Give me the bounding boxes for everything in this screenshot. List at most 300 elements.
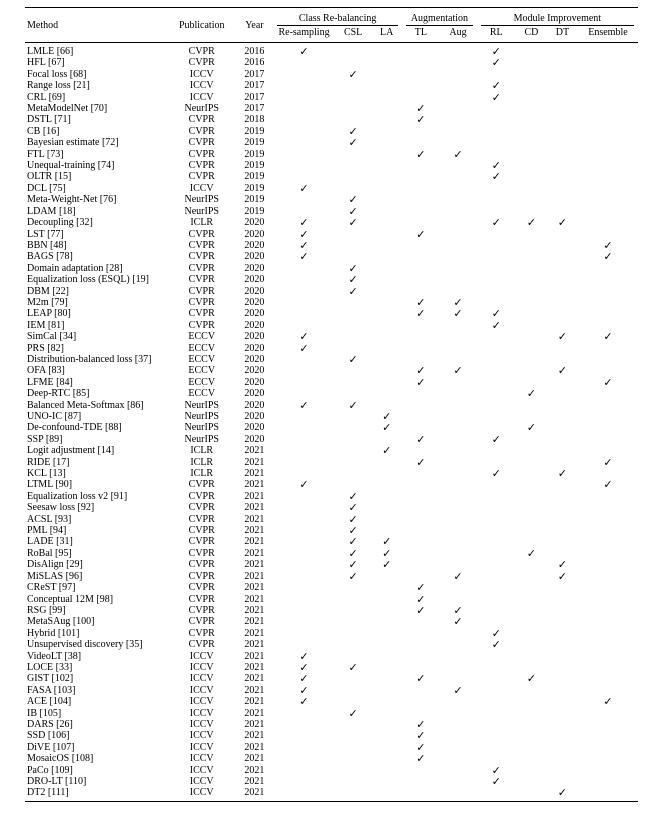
cell-cd [516,479,547,490]
cell-ensemble [578,411,638,422]
cell-la [371,445,402,456]
cell-la [371,582,402,593]
cell-year: 2017 [244,103,265,115]
cell-publication: ICCV [189,764,214,776]
cell-re-sampling [273,114,335,125]
cell-la [371,479,402,490]
checkmark-icon: ✓ [416,752,426,766]
cell-publication: CVPR [188,490,215,502]
cell-method: Seesaw loss [92] [27,502,95,514]
checkmark-icon: ✓ [491,79,501,93]
cell-cd [516,571,547,582]
cell-publication: CVPR [188,251,215,263]
cell-year: 2021 [244,604,265,616]
cell-la [371,502,402,513]
table-row [25,377,638,388]
checkmark-icon: ✓ [491,216,501,230]
cell-cd [516,171,547,182]
cell-dt [547,274,578,285]
cell-cd [516,57,547,68]
cell-csl [335,411,371,422]
cell-dt [547,662,578,673]
cell-aug [439,696,476,707]
cell-ensemble [578,639,638,650]
checkmark-icon: ✓ [348,67,358,81]
cell-re-sampling [273,787,335,801]
cell-re-sampling [273,297,335,308]
table-row [25,708,638,719]
cell-ensemble [578,502,638,513]
cell-ensemble [578,776,638,787]
cell-method: Deep-RTC [85] [27,388,90,400]
cell-re-sampling [273,365,335,376]
checkmark-icon: ✓ [416,592,426,606]
cell-tl [402,43,439,58]
cell-ensemble [578,194,638,205]
cell-publication: ICLR [190,217,214,229]
header-group-class-rebalancing-label: Class Re-balancing [277,12,398,26]
checkmark-icon: ✓ [416,455,426,469]
cell-la [371,354,402,365]
checkmark-icon: ✓ [348,136,358,150]
cell-year: 2021 [244,741,265,753]
cell-method: ACSL [93] [27,513,72,525]
table-row [25,206,638,217]
cell-re-sampling [273,719,335,730]
checkmark-icon: ✓ [603,238,613,252]
checkmark-icon: ✓ [299,398,309,412]
cell-method: PRS [82] [27,342,64,354]
cell-cd [516,80,547,91]
checkmark-icon: ✓ [491,638,501,652]
cell-tl [402,320,439,331]
cell-csl [335,616,371,627]
cell-cd [516,525,547,536]
cell-re-sampling [273,730,335,741]
cell-csl [335,685,371,696]
cell-dt [547,286,578,297]
table-row [25,753,638,764]
cell-cd [516,548,547,559]
cell-publication: ECCV [188,342,216,354]
cell-la [371,43,402,58]
cell-la [371,343,402,354]
checkmark-icon: ✓ [348,706,358,720]
cell-year: 2021 [244,513,265,525]
cell-cd [516,126,547,137]
cell-rl [477,445,516,456]
cell-cd [516,354,547,365]
cell-re-sampling [273,308,335,319]
cell-publication: CVPR [188,239,215,251]
cell-tl [402,468,439,479]
cell-publication: ICCV [189,684,214,696]
table-row [25,445,638,456]
cell-method: Unsupervised discovery [35] [27,639,143,651]
table-row [25,685,638,696]
cell-cd [516,263,547,274]
cell-csl [335,365,371,376]
cell-cd [516,468,547,479]
table-row [25,536,638,547]
cell-publication: ICCV [189,741,214,753]
cell-ensemble [578,297,638,308]
checkmark-icon: ✓ [416,375,426,389]
cell-tl [402,149,439,160]
cell-tl [402,114,439,125]
cell-dt [547,217,578,228]
cell-tl [402,229,439,240]
cell-la [371,286,402,297]
cell-method: CReST [97] [27,582,76,594]
cell-tl [402,126,439,137]
header-group-module-improvement [477,8,638,27]
cell-method: IEM [81] [27,319,65,331]
cell-method: SSD [106] [27,730,70,742]
table-row [25,594,638,605]
methods-table-container [25,7,638,802]
cell-dt [547,240,578,251]
cell-dt [547,616,578,627]
table-row [25,126,638,137]
cell-re-sampling [273,343,335,354]
cell-dt [547,491,578,502]
checkmark-icon: ✓ [416,147,426,161]
cell-aug [439,582,476,593]
cell-method: DRO-LT [110] [27,776,87,787]
cell-dt [547,673,578,684]
cell-tl [402,400,439,411]
cell-ensemble [578,308,638,319]
cell-method: CRL [69] [27,91,66,103]
cell-dt [547,377,578,388]
checkmark-icon: ✓ [416,717,426,731]
cell-publication: CVPR [188,570,215,582]
cell-re-sampling [273,400,335,411]
cell-csl [335,171,371,182]
cell-year: 2021 [244,468,265,480]
table-row [25,422,638,433]
checkmark-icon: ✓ [453,683,463,697]
cell-ensemble [578,57,638,68]
cell-re-sampling [273,491,335,502]
checkmark-icon: ✓ [348,489,358,503]
cell-dt [547,696,578,707]
cell-publication: CVPR [188,547,215,559]
cell-year: 2020 [244,262,265,274]
cell-dt [547,571,578,582]
cell-rl [477,354,516,365]
cell-csl [335,787,371,801]
cell-rl [477,137,516,148]
checkmark-icon: ✓ [526,546,537,560]
cell-publication: ICCV [189,776,214,787]
cell-dt [547,331,578,342]
cell-csl [335,240,371,251]
cell-aug [439,434,476,445]
table-row [25,171,638,182]
cell-tl [402,194,439,205]
cell-aug [439,742,476,753]
cell-cd [516,103,547,114]
cell-cd [516,742,547,753]
checkmark-icon: ✓ [299,330,309,344]
cell-publication: ICCV [189,68,214,80]
checkmark-icon: ✓ [299,227,309,241]
cell-method: ACE [104] [27,696,72,708]
cell-cd [516,457,547,468]
cell-year: 2021 [244,718,265,730]
cell-publication: CVPR [188,228,215,240]
cell-publication: CVPR [188,160,215,172]
cell-year: 2021 [244,639,265,651]
cell-aug [439,320,476,331]
cell-aug [439,651,476,662]
cell-method: HFL [67] [27,57,65,69]
cell-publication: CVPR [188,114,215,126]
cell-la [371,651,402,662]
cell-year: 2020 [244,217,265,229]
cell-ensemble [578,377,638,388]
cell-csl [335,217,371,228]
cell-publication: CVPR [188,171,215,183]
cell-year: 2020 [244,353,265,365]
cell-re-sampling [273,422,335,433]
cell-la [371,331,402,342]
cell-ensemble [578,662,638,673]
cell-year: 2021 [244,570,265,582]
cell-dt [547,149,578,160]
cell-ensemble [578,548,638,559]
header-aug: Aug [449,27,467,38]
cell-csl [335,320,371,331]
cell-tl [402,479,439,490]
cell-tl [402,548,439,559]
cell-rl [477,126,516,137]
cell-cd [516,286,547,297]
cell-year: 2020 [244,342,265,354]
cell-method: Bayesian estimate [72] [27,137,119,149]
cell-publication: CVPR [188,296,215,308]
cell-aug [439,92,476,103]
cell-publication: NeurIPS [184,411,219,422]
cell-publication: CVPR [188,513,215,525]
checkmark-icon: ✓ [348,204,358,218]
cell-re-sampling [273,43,335,58]
cell-ensemble [578,673,638,684]
table-row [25,400,638,411]
cell-rl [477,559,516,570]
cell-rl [477,673,516,684]
table-row [25,468,638,479]
cell-rl [477,719,516,730]
cell-ensemble [578,206,638,217]
cell-year: 2021 [244,650,265,662]
cell-dt [547,229,578,240]
cell-dt [547,171,578,182]
table-row [25,80,638,91]
cell-dt [547,343,578,354]
cell-method: LST [77] [27,228,64,240]
cell-dt [547,685,578,696]
cell-year: 2020 [244,411,265,422]
checkmark-icon: ✓ [491,763,501,777]
header-group-augmentation-label: Augmentation [406,12,472,26]
cell-cd [516,559,547,570]
cell-dt [547,514,578,525]
cell-cd [516,628,547,639]
cell-year: 2017 [244,91,265,103]
checkmark-icon: ✓ [603,478,613,492]
cell-publication: ICCV [189,707,214,719]
cell-re-sampling [273,765,335,776]
cell-year: 2020 [244,399,265,411]
cell-year: 2021 [244,616,265,628]
cell-ensemble [578,137,638,148]
cell-aug [439,217,476,228]
cell-year: 2020 [244,228,265,240]
cell-la [371,149,402,160]
cell-la [371,114,402,125]
checkmark-icon: ✓ [299,250,309,264]
cell-la [371,628,402,639]
cell-la [371,183,402,194]
cell-aug [439,400,476,411]
cell-year: 2021 [244,525,265,537]
cell-cd [516,787,547,801]
cell-year: 2020 [244,376,265,388]
checkmark-icon: ✓ [526,672,537,686]
cell-method: Meta-Weight-Net [76] [27,194,117,206]
table-row [25,616,638,627]
cell-method: SSP [89] [27,433,63,445]
cell-la [371,365,402,376]
cell-la [371,514,402,525]
cell-rl [477,536,516,547]
cell-cd [516,308,547,319]
table-row [25,559,638,570]
cell-year: 2019 [244,171,265,183]
cell-publication: ICCV [189,730,214,742]
cell-aug [439,536,476,547]
cell-year: 2021 [244,673,265,685]
table-row [25,240,638,251]
cell-method: CB [16] [27,125,60,137]
cell-aug [439,160,476,171]
cell-publication: ECCV [188,388,216,400]
cell-aug [439,240,476,251]
cell-method: Domain adaptation [28] [27,262,123,274]
cell-ensemble [578,149,638,160]
checkmark-icon: ✓ [348,524,358,538]
cell-re-sampling [273,286,335,297]
table-row [25,343,638,354]
table-row [25,149,638,160]
cell-ensemble [578,479,638,490]
cell-year: 2021 [244,764,265,776]
cell-re-sampling [273,434,335,445]
cell-dt [547,411,578,422]
cell-ensemble [578,263,638,274]
cell-la [371,297,402,308]
cell-csl [335,673,371,684]
cell-publication: ICCV [189,80,214,92]
cell-cd [516,502,547,513]
cell-cd [516,422,547,433]
checkmark-icon: ✓ [299,45,309,58]
cell-rl [477,502,516,513]
table-row [25,719,638,730]
cell-publication: ICLR [190,456,214,468]
cell-re-sampling [273,525,335,536]
cell-cd [516,160,547,171]
cell-ensemble [578,434,638,445]
cell-publication: NeurIPS [184,194,219,206]
cell-la [371,685,402,696]
cell-re-sampling [273,502,335,513]
checkmark-icon: ✓ [603,375,613,389]
cell-cd [516,708,547,719]
cell-ensemble [578,651,638,662]
cell-year: 2021 [244,502,265,514]
checkmark-icon: ✓ [348,273,358,287]
cell-ensemble [578,217,638,228]
table-row [25,514,638,525]
checkmark-icon: ✓ [348,546,358,560]
checkmark-icon: ✓ [382,444,392,458]
cell-rl [477,594,516,605]
cell-dt [547,183,578,194]
checkmark-icon: ✓ [348,284,358,298]
cell-dt [547,605,578,616]
table-row [25,263,638,274]
cell-year: 2020 [244,331,265,343]
cell-csl [335,286,371,297]
cell-method: MetaSAug [100] [27,616,95,628]
cell-aug [439,149,476,160]
table-row [25,274,638,285]
cell-publication: NeurIPS [184,399,219,411]
checkmark-icon: ✓ [348,352,358,366]
cell-year: 2020 [244,251,265,263]
cell-la [371,57,402,68]
cell-aug [439,776,476,787]
checkmark-icon: ✓ [416,307,426,321]
cell-dt [547,639,578,650]
cell-re-sampling [273,708,335,719]
checkmark-icon: ✓ [416,364,426,378]
cell-re-sampling [273,57,335,68]
cell-publication: ICCV [189,718,214,730]
table-row [25,776,638,787]
cell-method: RoBal [95] [27,547,72,559]
cell-tl [402,514,439,525]
cell-csl [335,160,371,171]
cell-dt [547,308,578,319]
cell-method: Logit adjustment [14] [27,445,115,457]
cell-rl [477,57,516,68]
header-resampling: Re-sampling [278,27,330,38]
cell-re-sampling [273,582,335,593]
cell-rl [477,286,516,297]
cell-aug [439,263,476,274]
checkmark-icon: ✓ [348,216,358,230]
checkmark-icon: ✓ [416,740,426,754]
cell-method: PML [94] [27,525,67,537]
cell-la [371,263,402,274]
cell-method: Unequal-training [74] [27,160,115,172]
cell-cd [516,217,547,228]
